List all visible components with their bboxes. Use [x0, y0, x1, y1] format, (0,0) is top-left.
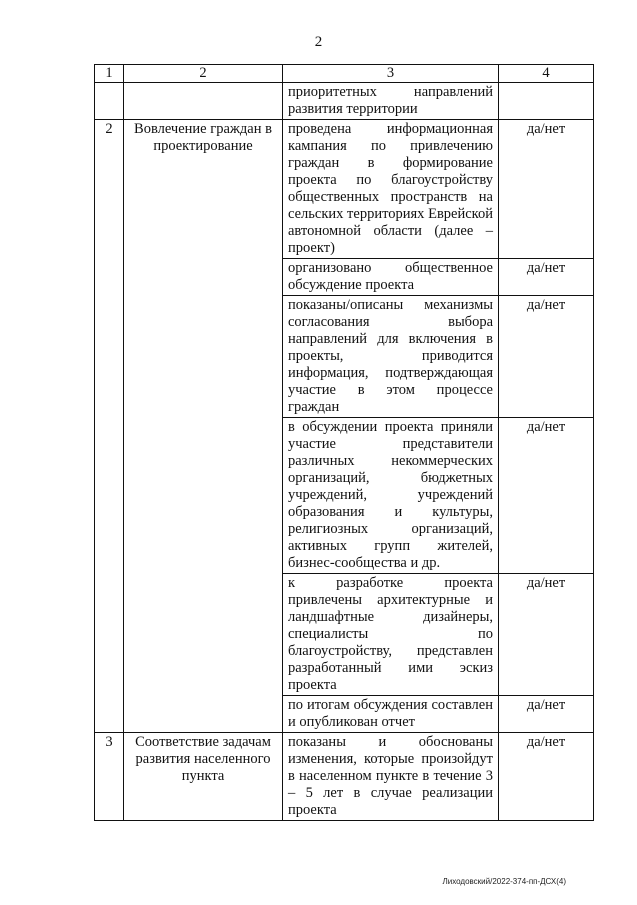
criterion-cell: [124, 83, 283, 120]
indicator-cell: показаны/описаны механизмы согласования выбора направлений для включения в проекты, приводится информация, подтверждающая участие в этом процессе граждан: [283, 296, 499, 418]
indicator-cell: показаны и обоснованы изменения, которые произойдут в населенном пункте в течение 3 – 5 лет в случае реализации проекта: [283, 733, 499, 821]
table-header-row: [95, 65, 594, 83]
table-row: [95, 120, 594, 259]
table-row: [95, 733, 594, 821]
header-cell: 3: [283, 65, 499, 83]
answer-cell: да/нет: [499, 733, 594, 821]
header-cell: 1: [95, 65, 124, 83]
answer-cell: [499, 83, 594, 120]
criterion-cell: Вовлечение граждан в проектирование: [124, 120, 283, 733]
criterion-cell: Соответствие задачам развития населенного пункта: [124, 733, 283, 821]
row-number: 2: [95, 120, 124, 733]
page-number: 2: [314, 34, 323, 50]
header-cell: 2: [124, 65, 283, 83]
indicator-cell: приоритетных направлений развития территории: [283, 83, 499, 120]
indicator-cell: по итогам обсуждения составлен и опубликован отчет: [283, 696, 499, 733]
answer-cell: да/нет: [499, 696, 594, 733]
table-row: [95, 83, 594, 120]
answer-cell: да/нет: [499, 120, 594, 259]
answer-cell: да/нет: [499, 418, 594, 574]
answer-cell: да/нет: [499, 296, 594, 418]
indicator-cell: организовано общественное обсуждение проекта: [283, 259, 499, 296]
indicator-cell: в обсуждении проекта приняли участие представители различных некоммерческих организаций, бюджетных учреждений, учреждений образования и культуры, религиозных организаций, активных групп жителей, бизнес-сообщества и др.: [283, 418, 499, 574]
row-number: [95, 83, 124, 120]
indicator-cell: проведена информационная кампания по привлечению граждан в формирование проекта по благоустройству общественных пространств на сельских территориях Еврейской автономной области (далее – проект): [283, 120, 499, 259]
criteria-table: [94, 64, 594, 821]
row-number: 3: [95, 733, 124, 821]
answer-cell: да/нет: [499, 574, 594, 696]
header-cell: 4: [499, 65, 594, 83]
document-footer: Лиходовский/2022-374-пп-ДСХ(4): [442, 877, 566, 886]
answer-cell: да/нет: [499, 259, 594, 296]
indicator-cell: к разработке проекта привлечены архитектурные и ландшафтные дизайнеры, специалисты по благоустройству, представлен разработанный ими эскиз проекта: [283, 574, 499, 696]
